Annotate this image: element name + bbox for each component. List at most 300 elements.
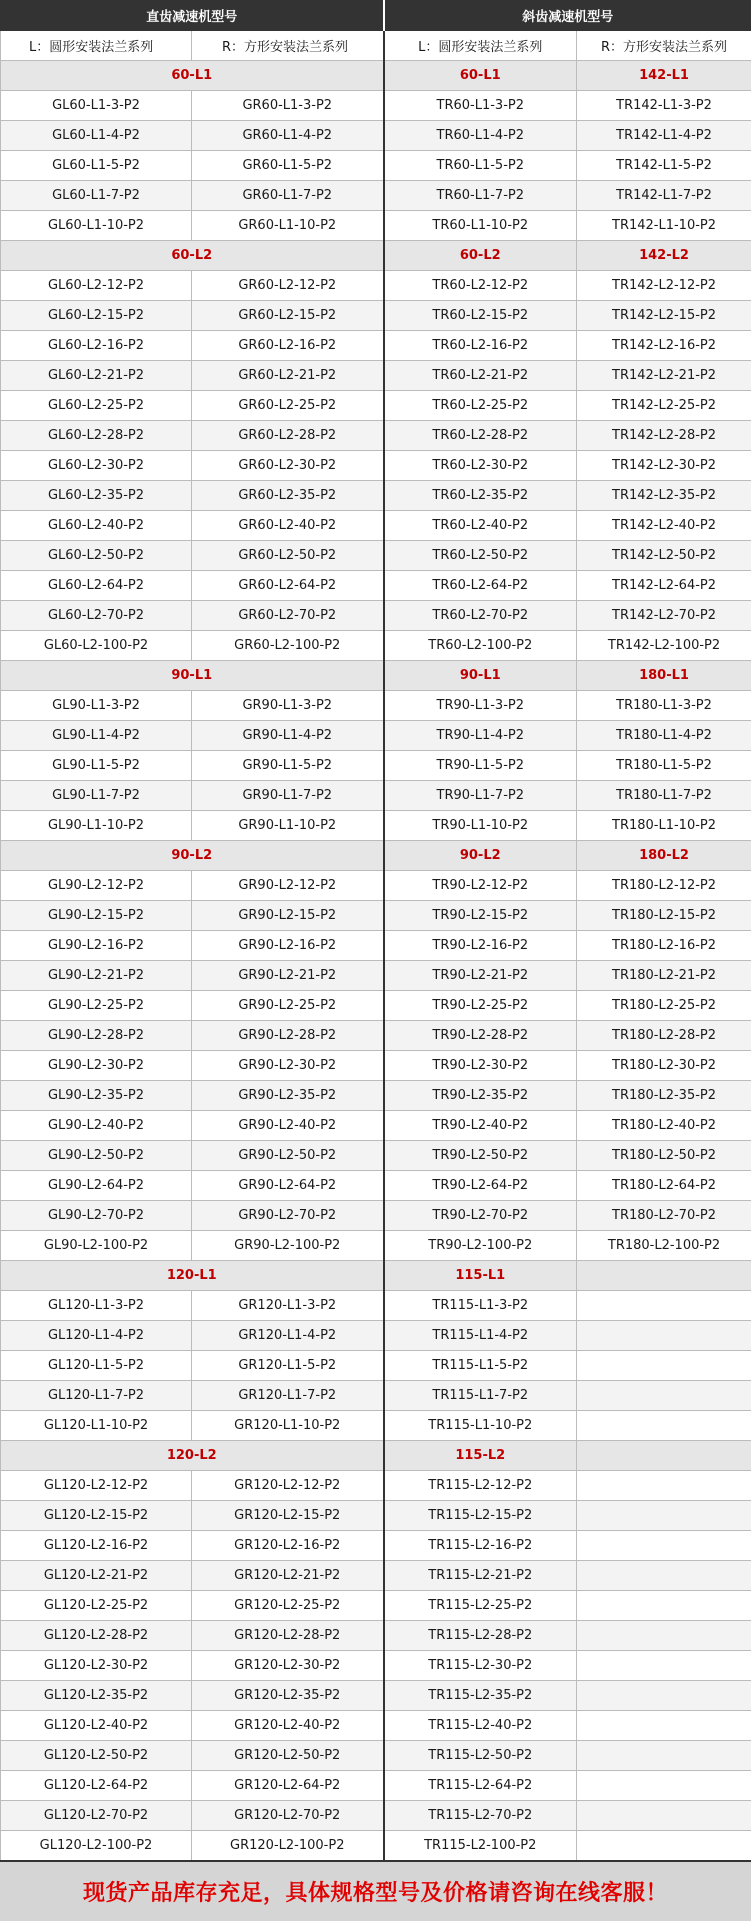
- helical-square-model-cell: TR180-L1-10-P2: [577, 811, 751, 841]
- table-row: [1, 151, 751, 181]
- helical-round-model-cell: TR115-L2-15-P2: [384, 1501, 577, 1531]
- helical-round-flange-label: L：圆形安装法兰系列: [384, 31, 577, 61]
- spur-round-model-cell: GL90-L1-7-P2: [1, 781, 192, 811]
- table-row: [1, 1651, 751, 1681]
- helical-square-model-cell: TR142-L1-10-P2: [577, 211, 751, 241]
- spur-round-model-cell: GL120-L1-7-P2: [1, 1381, 192, 1411]
- helical-square-model-cell: TR180-L2-100-P2: [577, 1231, 751, 1261]
- helical-round-group-label: 90-L2: [384, 841, 577, 871]
- table-row: [1, 361, 751, 391]
- helical-square-model-cell: TR142-L2-100-P2: [577, 631, 751, 661]
- helical-round-model-cell: TR60-L1-3-P2: [384, 91, 577, 121]
- spur-group-label: 60-L2: [1, 241, 384, 271]
- helical-round-model-cell: TR115-L1-7-P2: [384, 1381, 577, 1411]
- table-row: [1, 1681, 751, 1711]
- spur-round-model-cell: GL60-L1-4-P2: [1, 121, 192, 151]
- helical-round-model-cell: TR90-L2-64-P2: [384, 1171, 577, 1201]
- spur-square-model-cell: GR120-L2-70-P2: [192, 1801, 384, 1831]
- spur-square-model-cell: GR120-L2-25-P2: [192, 1591, 384, 1621]
- spur-square-model-cell: GR90-L2-64-P2: [192, 1171, 384, 1201]
- helical-square-model-cell: TR180-L2-16-P2: [577, 931, 751, 961]
- table-row: [1, 121, 751, 151]
- helical-square-model-cell: TR142-L2-21-P2: [577, 361, 751, 391]
- table-row: [1, 991, 751, 1021]
- table-row: [1, 1531, 751, 1561]
- helical-square-model-cell: [577, 1291, 751, 1321]
- helical-round-model-cell: TR60-L2-100-P2: [384, 631, 577, 661]
- spur-square-model-cell: GR120-L2-40-P2: [192, 1711, 384, 1741]
- helical-square-model-cell: TR180-L2-21-P2: [577, 961, 751, 991]
- header-row: [1, 1, 751, 31]
- spur-round-model-cell: GL120-L2-16-P2: [1, 1531, 192, 1561]
- table-row: [1, 331, 751, 361]
- table-row: [1, 1321, 751, 1351]
- spur-round-model-cell: GL120-L2-100-P2: [1, 1831, 192, 1861]
- spur-round-model-cell: GL60-L1-7-P2: [1, 181, 192, 211]
- helical-square-model-cell: TR142-L1-4-P2: [577, 121, 751, 151]
- spur-group-label: 120-L1: [1, 1261, 384, 1291]
- table-row: [1, 1171, 751, 1201]
- spur-square-model-cell: GR60-L2-100-P2: [192, 631, 384, 661]
- helical-square-model-cell: TR180-L2-50-P2: [577, 1141, 751, 1171]
- spur-round-flange-label: L：圆形安装法兰系列: [1, 31, 192, 61]
- helical-square-model-cell: [577, 1561, 751, 1591]
- table-row: [1, 1141, 751, 1171]
- helical-square-model-cell: [577, 1621, 751, 1651]
- helical-round-model-cell: TR60-L1-5-P2: [384, 151, 577, 181]
- spur-round-model-cell: GL60-L1-3-P2: [1, 91, 192, 121]
- spur-round-model-cell: GL60-L2-25-P2: [1, 391, 192, 421]
- helical-square-model-cell: [577, 1381, 751, 1411]
- spur-round-model-cell: GL90-L1-10-P2: [1, 811, 192, 841]
- table-row: [1, 631, 751, 661]
- helical-round-model-cell: TR90-L2-15-P2: [384, 901, 577, 931]
- group-header-row: [1, 1261, 751, 1291]
- table-row: [1, 271, 751, 301]
- helical-square-group-label: [577, 1261, 751, 1291]
- spur-square-model-cell: GR90-L2-35-P2: [192, 1081, 384, 1111]
- spur-square-model-cell: GR60-L2-12-P2: [192, 271, 384, 301]
- spur-square-model-cell: GR60-L2-21-P2: [192, 361, 384, 391]
- table-row: [1, 811, 751, 841]
- helical-round-model-cell: TR115-L2-64-P2: [384, 1771, 577, 1801]
- spur-square-model-cell: GR120-L2-35-P2: [192, 1681, 384, 1711]
- helical-round-model-cell: TR90-L1-4-P2: [384, 721, 577, 751]
- helical-round-model-cell: TR60-L2-12-P2: [384, 271, 577, 301]
- spur-square-model-cell: GR120-L2-16-P2: [192, 1531, 384, 1561]
- spur-round-model-cell: GL90-L2-50-P2: [1, 1141, 192, 1171]
- helical-square-model-cell: [577, 1591, 751, 1621]
- helical-round-model-cell: TR60-L2-30-P2: [384, 451, 577, 481]
- spur-round-model-cell: GL120-L1-4-P2: [1, 1321, 192, 1351]
- stock-notice-text: 现货产品库存充足，具体规格型号及价格请咨询在线客服！: [82, 1881, 668, 1906]
- table-row: [1, 721, 751, 751]
- spur-square-model-cell: GR90-L2-30-P2: [192, 1051, 384, 1081]
- spur-round-model-cell: GL90-L2-70-P2: [1, 1201, 192, 1231]
- helical-square-model-cell: TR142-L2-64-P2: [577, 571, 751, 601]
- spur-square-flange-label: R：方形安装法兰系列: [192, 31, 384, 61]
- spur-square-model-cell: GR120-L2-12-P2: [192, 1471, 384, 1501]
- spur-round-model-cell: GL90-L2-64-P2: [1, 1171, 192, 1201]
- spur-square-model-cell: GR120-L2-28-P2: [192, 1621, 384, 1651]
- table-row: [1, 961, 751, 991]
- helical-round-group-label: 60-L2: [384, 241, 577, 271]
- helical-round-model-cell: TR60-L2-16-P2: [384, 331, 577, 361]
- helical-square-model-cell: [577, 1471, 751, 1501]
- helical-square-model-cell: TR142-L2-35-P2: [577, 481, 751, 511]
- spur-round-model-cell: GL60-L2-16-P2: [1, 331, 192, 361]
- spur-round-model-cell: GL120-L2-35-P2: [1, 1681, 192, 1711]
- spur-round-model-cell: GL120-L2-50-P2: [1, 1741, 192, 1771]
- spur-round-model-cell: GL60-L2-64-P2: [1, 571, 192, 601]
- table-row: [1, 1741, 751, 1771]
- spur-group-label: 60-L1: [1, 61, 384, 91]
- spur-round-model-cell: GL60-L1-10-P2: [1, 211, 192, 241]
- spur-square-model-cell: GR60-L1-10-P2: [192, 211, 384, 241]
- table-row: [1, 211, 751, 241]
- helical-square-model-cell: [577, 1831, 751, 1861]
- spur-square-model-cell: GR60-L2-28-P2: [192, 421, 384, 451]
- helical-round-model-cell: TR90-L2-70-P2: [384, 1201, 577, 1231]
- helical-square-model-cell: [577, 1351, 751, 1381]
- helical-square-model-cell: TR142-L1-7-P2: [577, 181, 751, 211]
- spur-round-model-cell: GL60-L2-50-P2: [1, 541, 192, 571]
- helical-square-model-cell: TR180-L2-12-P2: [577, 871, 751, 901]
- subheader-row: [1, 31, 751, 61]
- helical-round-model-cell: TR115-L2-16-P2: [384, 1531, 577, 1561]
- spur-square-model-cell: GR60-L2-64-P2: [192, 571, 384, 601]
- helical-round-model-cell: TR60-L1-10-P2: [384, 211, 577, 241]
- table-row: [1, 1471, 751, 1501]
- helical-round-model-cell: TR115-L1-4-P2: [384, 1321, 577, 1351]
- helical-round-model-cell: TR60-L2-35-P2: [384, 481, 577, 511]
- helical-round-model-cell: TR60-L2-21-P2: [384, 361, 577, 391]
- spur-round-model-cell: GL120-L1-3-P2: [1, 1291, 192, 1321]
- helical-square-model-cell: [577, 1411, 751, 1441]
- spur-square-model-cell: GR60-L1-5-P2: [192, 151, 384, 181]
- spur-round-model-cell: GL120-L2-25-P2: [1, 1591, 192, 1621]
- helical-round-model-cell: TR60-L2-28-P2: [384, 421, 577, 451]
- group-header-row: [1, 841, 751, 871]
- helical-square-model-cell: TR142-L2-16-P2: [577, 331, 751, 361]
- helical-square-model-cell: TR180-L2-30-P2: [577, 1051, 751, 1081]
- spur-round-model-cell: GL60-L2-21-P2: [1, 361, 192, 391]
- helical-square-model-cell: TR142-L1-5-P2: [577, 151, 751, 181]
- group-header-row: [1, 241, 751, 271]
- helical-round-model-cell: TR115-L2-25-P2: [384, 1591, 577, 1621]
- helical-square-model-cell: TR142-L2-30-P2: [577, 451, 751, 481]
- spur-gear-title: 直齿减速机型号: [1, 1, 384, 31]
- helical-square-model-cell: [577, 1651, 751, 1681]
- spur-group-label: 90-L2: [1, 841, 384, 871]
- spur-square-model-cell: GR60-L1-3-P2: [192, 91, 384, 121]
- table-row: [1, 1231, 751, 1261]
- spur-square-model-cell: GR90-L2-70-P2: [192, 1201, 384, 1231]
- spur-round-model-cell: GL90-L2-12-P2: [1, 871, 192, 901]
- helical-round-model-cell: TR90-L2-40-P2: [384, 1111, 577, 1141]
- spur-square-model-cell: GR120-L2-21-P2: [192, 1561, 384, 1591]
- helical-square-model-cell: [577, 1501, 751, 1531]
- table-row: [1, 1081, 751, 1111]
- spur-round-model-cell: GL60-L1-5-P2: [1, 151, 192, 181]
- helical-square-model-cell: TR142-L1-3-P2: [577, 91, 751, 121]
- stock-notice-banner: [0, 1860, 751, 1921]
- table-row: [1, 91, 751, 121]
- spur-square-model-cell: GR60-L2-16-P2: [192, 331, 384, 361]
- spur-round-model-cell: GL60-L2-15-P2: [1, 301, 192, 331]
- helical-round-group-label: 90-L1: [384, 661, 577, 691]
- helical-square-model-cell: TR180-L2-35-P2: [577, 1081, 751, 1111]
- table-row: [1, 301, 751, 331]
- helical-round-model-cell: TR90-L1-3-P2: [384, 691, 577, 721]
- table-row: [1, 1621, 751, 1651]
- helical-square-model-cell: TR142-L2-25-P2: [577, 391, 751, 421]
- helical-round-model-cell: TR90-L1-10-P2: [384, 811, 577, 841]
- spur-square-model-cell: GR60-L2-70-P2: [192, 601, 384, 631]
- spur-round-model-cell: GL60-L2-30-P2: [1, 451, 192, 481]
- table-row: [1, 601, 751, 631]
- helical-round-model-cell: TR90-L1-5-P2: [384, 751, 577, 781]
- helical-round-group-label: 115-L1: [384, 1261, 577, 1291]
- spur-round-model-cell: GL90-L2-16-P2: [1, 931, 192, 961]
- helical-round-model-cell: TR60-L1-7-P2: [384, 181, 577, 211]
- spur-round-model-cell: GL120-L1-5-P2: [1, 1351, 192, 1381]
- spur-square-model-cell: GR120-L2-50-P2: [192, 1741, 384, 1771]
- spur-round-model-cell: GL120-L2-28-P2: [1, 1621, 192, 1651]
- spur-round-model-cell: GL90-L2-100-P2: [1, 1231, 192, 1261]
- helical-round-model-cell: TR90-L2-16-P2: [384, 931, 577, 961]
- spur-round-model-cell: GL60-L2-35-P2: [1, 481, 192, 511]
- spur-square-model-cell: GR90-L1-5-P2: [192, 751, 384, 781]
- helical-square-model-cell: TR142-L2-40-P2: [577, 511, 751, 541]
- helical-round-model-cell: TR60-L2-50-P2: [384, 541, 577, 571]
- spur-round-model-cell: GL60-L2-100-P2: [1, 631, 192, 661]
- helical-square-model-cell: TR180-L2-40-P2: [577, 1111, 751, 1141]
- spur-square-model-cell: GR90-L1-7-P2: [192, 781, 384, 811]
- spur-round-model-cell: GL120-L2-64-P2: [1, 1771, 192, 1801]
- spur-square-model-cell: GR120-L2-15-P2: [192, 1501, 384, 1531]
- helical-square-model-cell: TR180-L2-70-P2: [577, 1201, 751, 1231]
- spur-round-model-cell: GL90-L1-4-P2: [1, 721, 192, 751]
- helical-square-model-cell: TR180-L2-28-P2: [577, 1021, 751, 1051]
- helical-square-model-cell: TR180-L1-7-P2: [577, 781, 751, 811]
- spur-square-model-cell: GR60-L2-15-P2: [192, 301, 384, 331]
- spur-round-model-cell: GL120-L2-30-P2: [1, 1651, 192, 1681]
- helical-round-model-cell: TR115-L2-50-P2: [384, 1741, 577, 1771]
- helical-square-model-cell: TR180-L1-4-P2: [577, 721, 751, 751]
- spur-square-model-cell: GR90-L2-100-P2: [192, 1231, 384, 1261]
- table-row: [1, 571, 751, 601]
- table-row: [1, 1051, 751, 1081]
- helical-round-model-cell: TR60-L2-25-P2: [384, 391, 577, 421]
- helical-square-model-cell: [577, 1741, 751, 1771]
- helical-square-group-label: 142-L2: [577, 241, 751, 271]
- spur-square-model-cell: GR60-L1-4-P2: [192, 121, 384, 151]
- table-row: [1, 541, 751, 571]
- model-table-body: [1, 1, 751, 1861]
- spur-square-model-cell: GR120-L2-30-P2: [192, 1651, 384, 1681]
- helical-round-model-cell: TR90-L2-100-P2: [384, 1231, 577, 1261]
- helical-round-model-cell: TR90-L2-21-P2: [384, 961, 577, 991]
- helical-round-model-cell: TR60-L2-15-P2: [384, 301, 577, 331]
- spur-round-model-cell: GL60-L2-40-P2: [1, 511, 192, 541]
- table-row: [1, 751, 751, 781]
- spur-square-model-cell: GR120-L1-4-P2: [192, 1321, 384, 1351]
- helical-square-model-cell: [577, 1681, 751, 1711]
- spur-square-model-cell: GR60-L2-30-P2: [192, 451, 384, 481]
- table-row: [1, 481, 751, 511]
- spur-round-model-cell: GL90-L1-3-P2: [1, 691, 192, 721]
- spur-square-model-cell: GR120-L1-3-P2: [192, 1291, 384, 1321]
- table-row: [1, 511, 751, 541]
- spur-round-model-cell: GL60-L2-70-P2: [1, 601, 192, 631]
- helical-square-model-cell: [577, 1531, 751, 1561]
- table-row: [1, 901, 751, 931]
- table-row: [1, 781, 751, 811]
- table-row: [1, 691, 751, 721]
- spur-round-model-cell: GL60-L2-28-P2: [1, 421, 192, 451]
- helical-square-model-cell: [577, 1771, 751, 1801]
- table-row: [1, 1501, 751, 1531]
- spur-round-model-cell: GL120-L2-12-P2: [1, 1471, 192, 1501]
- helical-square-model-cell: TR142-L2-28-P2: [577, 421, 751, 451]
- table-row: [1, 1831, 751, 1861]
- helical-round-model-cell: TR90-L2-50-P2: [384, 1141, 577, 1171]
- spur-round-model-cell: GL120-L1-10-P2: [1, 1411, 192, 1441]
- helical-round-model-cell: TR115-L1-5-P2: [384, 1351, 577, 1381]
- helical-round-group-label: 115-L2: [384, 1441, 577, 1471]
- spur-square-model-cell: GR90-L2-28-P2: [192, 1021, 384, 1051]
- helical-round-model-cell: TR90-L2-12-P2: [384, 871, 577, 901]
- group-header-row: [1, 61, 751, 91]
- table-row: [1, 1591, 751, 1621]
- helical-square-model-cell: TR180-L2-64-P2: [577, 1171, 751, 1201]
- table-row: [1, 1561, 751, 1591]
- group-header-row: [1, 1441, 751, 1471]
- helical-round-model-cell: TR115-L2-100-P2: [384, 1831, 577, 1861]
- helical-square-model-cell: TR180-L1-5-P2: [577, 751, 751, 781]
- table-row: [1, 1771, 751, 1801]
- table-row: [1, 1111, 751, 1141]
- spur-square-model-cell: GR60-L2-35-P2: [192, 481, 384, 511]
- spur-round-model-cell: GL60-L2-12-P2: [1, 271, 192, 301]
- table-row: [1, 931, 751, 961]
- spur-square-model-cell: GR90-L1-10-P2: [192, 811, 384, 841]
- helical-square-group-label: 142-L1: [577, 61, 751, 91]
- group-header-row: [1, 661, 751, 691]
- spur-square-model-cell: GR90-L2-16-P2: [192, 931, 384, 961]
- spur-square-model-cell: GR120-L1-5-P2: [192, 1351, 384, 1381]
- table-row: [1, 1021, 751, 1051]
- table-row: [1, 1351, 751, 1381]
- table-row: [1, 1411, 751, 1441]
- spur-square-model-cell: GR120-L2-64-P2: [192, 1771, 384, 1801]
- spur-round-model-cell: GL120-L2-15-P2: [1, 1501, 192, 1531]
- helical-square-model-cell: TR142-L2-50-P2: [577, 541, 751, 571]
- spur-round-model-cell: GL90-L1-5-P2: [1, 751, 192, 781]
- spur-round-model-cell: GL90-L2-15-P2: [1, 901, 192, 931]
- spur-square-model-cell: GR60-L2-25-P2: [192, 391, 384, 421]
- spur-round-model-cell: GL120-L2-70-P2: [1, 1801, 192, 1831]
- helical-round-model-cell: TR115-L2-28-P2: [384, 1621, 577, 1651]
- table-row: [1, 1201, 751, 1231]
- spur-square-model-cell: GR120-L1-10-P2: [192, 1411, 384, 1441]
- table-row: [1, 1801, 751, 1831]
- spur-square-model-cell: GR90-L2-21-P2: [192, 961, 384, 991]
- spur-square-model-cell: GR90-L1-3-P2: [192, 691, 384, 721]
- helical-round-model-cell: TR115-L2-21-P2: [384, 1561, 577, 1591]
- spur-square-model-cell: GR90-L2-15-P2: [192, 901, 384, 931]
- spur-round-model-cell: GL90-L2-25-P2: [1, 991, 192, 1021]
- helical-square-model-cell: TR142-L2-70-P2: [577, 601, 751, 631]
- table-row: [1, 1711, 751, 1741]
- helical-square-model-cell: TR180-L1-3-P2: [577, 691, 751, 721]
- spur-square-model-cell: GR90-L2-25-P2: [192, 991, 384, 1021]
- spur-square-model-cell: GR90-L2-40-P2: [192, 1111, 384, 1141]
- spur-square-model-cell: GR90-L2-50-P2: [192, 1141, 384, 1171]
- spur-square-model-cell: GR120-L1-7-P2: [192, 1381, 384, 1411]
- table-row: [1, 181, 751, 211]
- table-row: [1, 421, 751, 451]
- helical-round-model-cell: TR60-L2-64-P2: [384, 571, 577, 601]
- table-row: [1, 871, 751, 901]
- helical-round-model-cell: TR90-L2-35-P2: [384, 1081, 577, 1111]
- helical-square-model-cell: [577, 1801, 751, 1831]
- helical-round-model-cell: TR115-L1-3-P2: [384, 1291, 577, 1321]
- table-row: [1, 451, 751, 481]
- helical-round-model-cell: TR115-L2-12-P2: [384, 1471, 577, 1501]
- table-row: [1, 1381, 751, 1411]
- helical-square-model-cell: TR180-L2-25-P2: [577, 991, 751, 1021]
- helical-round-model-cell: TR60-L2-70-P2: [384, 601, 577, 631]
- helical-round-model-cell: TR60-L1-4-P2: [384, 121, 577, 151]
- helical-gear-title: 斜齿减速机型号: [384, 1, 751, 31]
- spur-round-model-cell: GL120-L2-21-P2: [1, 1561, 192, 1591]
- spur-square-model-cell: GR90-L2-12-P2: [192, 871, 384, 901]
- spur-round-model-cell: GL90-L2-21-P2: [1, 961, 192, 991]
- helical-square-flange-label: R：方形安装法兰系列: [577, 31, 751, 61]
- helical-round-model-cell: TR115-L1-10-P2: [384, 1411, 577, 1441]
- helical-round-model-cell: TR90-L2-30-P2: [384, 1051, 577, 1081]
- helical-square-model-cell: TR142-L2-15-P2: [577, 301, 751, 331]
- helical-square-group-label: 180-L2: [577, 841, 751, 871]
- helical-round-model-cell: TR90-L2-28-P2: [384, 1021, 577, 1051]
- spur-round-model-cell: GL90-L2-30-P2: [1, 1051, 192, 1081]
- helical-square-model-cell: TR142-L2-12-P2: [577, 271, 751, 301]
- helical-round-model-cell: TR90-L1-7-P2: [384, 781, 577, 811]
- table-row: [1, 1291, 751, 1321]
- helical-round-model-cell: TR115-L2-70-P2: [384, 1801, 577, 1831]
- spur-square-model-cell: GR90-L1-4-P2: [192, 721, 384, 751]
- table-row: [1, 391, 751, 421]
- spur-square-model-cell: GR60-L2-40-P2: [192, 511, 384, 541]
- spur-round-model-cell: GL90-L2-28-P2: [1, 1021, 192, 1051]
- helical-square-group-label: [577, 1441, 751, 1471]
- helical-round-model-cell: TR115-L2-30-P2: [384, 1651, 577, 1681]
- spur-square-model-cell: GR60-L2-50-P2: [192, 541, 384, 571]
- helical-round-model-cell: TR115-L2-40-P2: [384, 1711, 577, 1741]
- spur-group-label: 120-L2: [1, 1441, 384, 1471]
- helical-round-group-label: 60-L1: [384, 61, 577, 91]
- helical-square-model-cell: TR180-L2-15-P2: [577, 901, 751, 931]
- spur-square-model-cell: GR60-L1-7-P2: [192, 181, 384, 211]
- helical-square-model-cell: [577, 1321, 751, 1351]
- spur-round-model-cell: GL90-L2-40-P2: [1, 1111, 192, 1141]
- spur-square-model-cell: GR120-L2-100-P2: [192, 1831, 384, 1861]
- spur-round-model-cell: GL90-L2-35-P2: [1, 1081, 192, 1111]
- helical-square-model-cell: [577, 1711, 751, 1741]
- helical-round-model-cell: TR115-L2-35-P2: [384, 1681, 577, 1711]
